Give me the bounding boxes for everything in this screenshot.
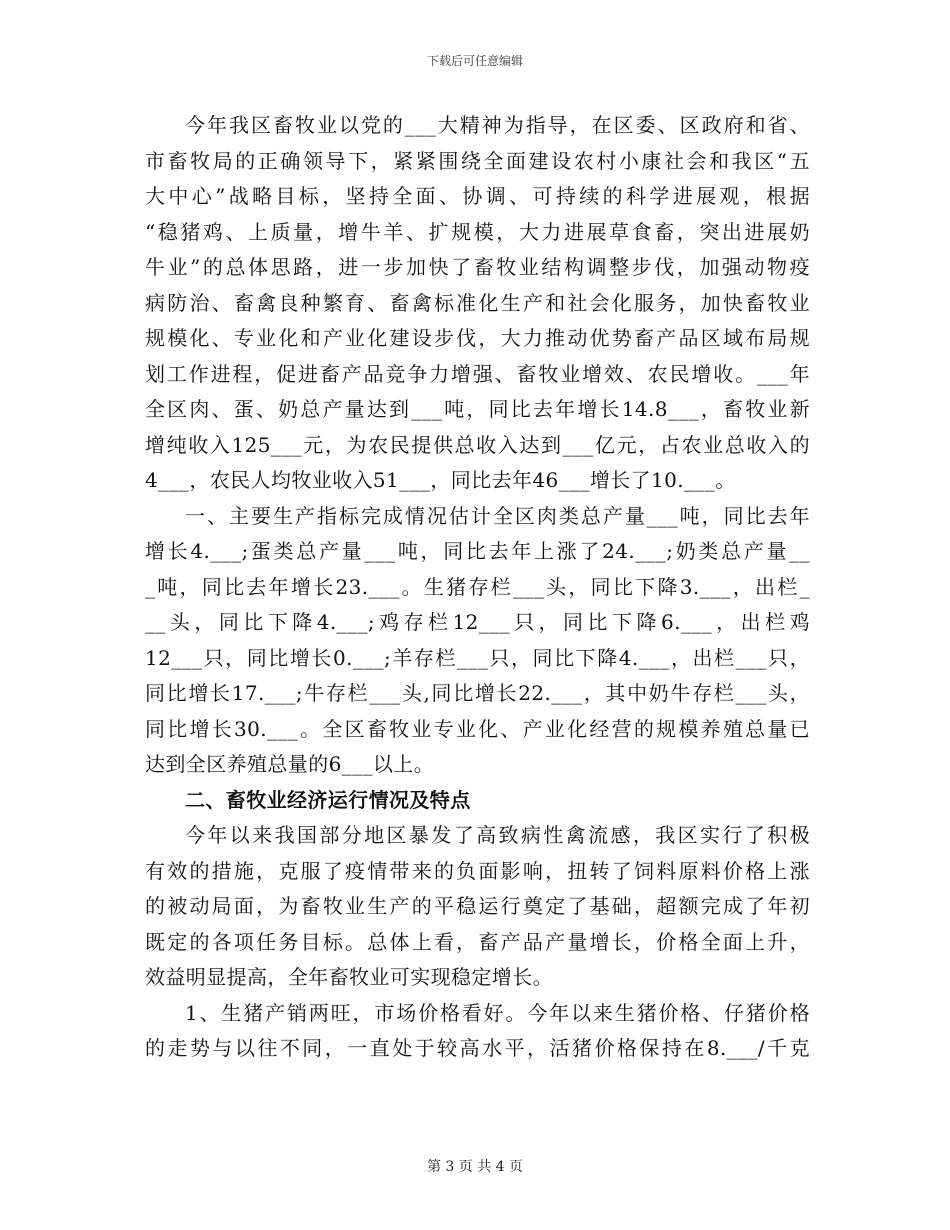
paragraph-line: 的被动局面，为畜牧业生产的平稳运行奠定了基础，超额完成了年初 [145, 894, 810, 918]
paragraph-line: 的走势与以往不同，一直处于较高水平，活猪价格保持在8.___/千克 [145, 1036, 810, 1060]
paragraph-line: 今年以来我国部分地区暴发了高致病性禽流感，我区实行了积极 [185, 823, 810, 847]
paragraph-line: 规模化、专业化和产业化建设步伐，大力推动优势畜产品区域布局规 [145, 326, 810, 350]
paragraph-line: 同比增长30.___。全区畜牧业专业化、产业化经营的规模养殖总量已 [145, 716, 810, 741]
paragraph-line: 大中心”战略目标，坚持全面、协调、可持续的科学进展观，根据 [145, 184, 810, 208]
paragraph-line: 全区肉、蛋、奶总产量达到___吨，同比去年增长14.8___，畜牧业新 [145, 397, 810, 421]
paragraph-line: 一、主要生产指标完成情况估计全区肉类总产量___吨，同比去年 [185, 503, 810, 528]
paragraph-line: 达到全区养殖总量的6___以上。 [145, 752, 435, 776]
paragraph-line: 增纯收入125___元，为农民提供总收入达到___亿元，占农业总收入的 [145, 432, 810, 457]
document-body [145, 108, 810, 1067]
paragraph-line: 4___，农民人均牧业收入51___，同比去年46___增长了10.___。 [145, 468, 736, 492]
paragraph-line: 同比增长17.___;牛存栏___头,同比增长22.___，其中奶牛存栏___头， [145, 681, 810, 705]
paragraph-line: 今年我区畜牧业以党的___大精神为指导，在区委、区政府和省、 [185, 113, 810, 137]
paragraph-line: “稳猪鸡、上质量，增牛羊、扩规模，大力进展草食畜，突出进展奶 [145, 219, 810, 244]
paragraph-line: 增长4.___;蛋类总产量___吨，同比去年上涨了24.___;奶类总产量__ [145, 539, 810, 563]
paragraph-line: __头，同比下降4.___;鸡存栏12___只，同比下降6.___，出栏鸡 [145, 610, 810, 634]
paragraph-line: 效益明显提高，全年畜牧业可实现稳定增长。 [145, 965, 553, 989]
paragraph-line: 有效的措施，克服了疫情带来的负面影响，扭转了饲料原料价格上涨 [145, 858, 810, 883]
section-heading: 二、畜牧业经济运行情况及特点 [185, 787, 471, 812]
paragraph-line: 既定的各项任务目标。总体上看，畜产品产量增长，价格全面上升， [145, 929, 810, 954]
paragraph-line: 12___只，同比增长0.___;羊存栏___只，同比下降4.___，出栏___只， [145, 645, 810, 670]
paragraph-line: 1、生猪产销两旺，市场价格看好。今年以来生猪价格、仔猪价格 [185, 1000, 810, 1025]
paragraph-line: 牛业”的总体思路，进一步加快了畜牧业结构调整步伐，加强动物疫 [145, 255, 810, 279]
paragraph-line: 病防治、畜禽良种繁育、畜禽标准化生产和社会化服务，加快畜牧业 [145, 290, 810, 315]
page-footer: 第 3 页 共 4 页 [426, 1159, 524, 1175]
paragraph-line: 市畜牧局的正确领导下，紧紧围绕全面建设农村小康社会和我区“五 [145, 148, 810, 173]
paragraph-line: _吨，同比去年增长23.___。生猪存栏___头，同比下降3.___，出栏_ [145, 574, 810, 599]
paragraph-line: 划工作进程，促进畜产品竞争力增强、畜牧业增效、农民增收。___年 [145, 361, 810, 386]
page-header: 下载后可任意编辑 [426, 54, 523, 68]
